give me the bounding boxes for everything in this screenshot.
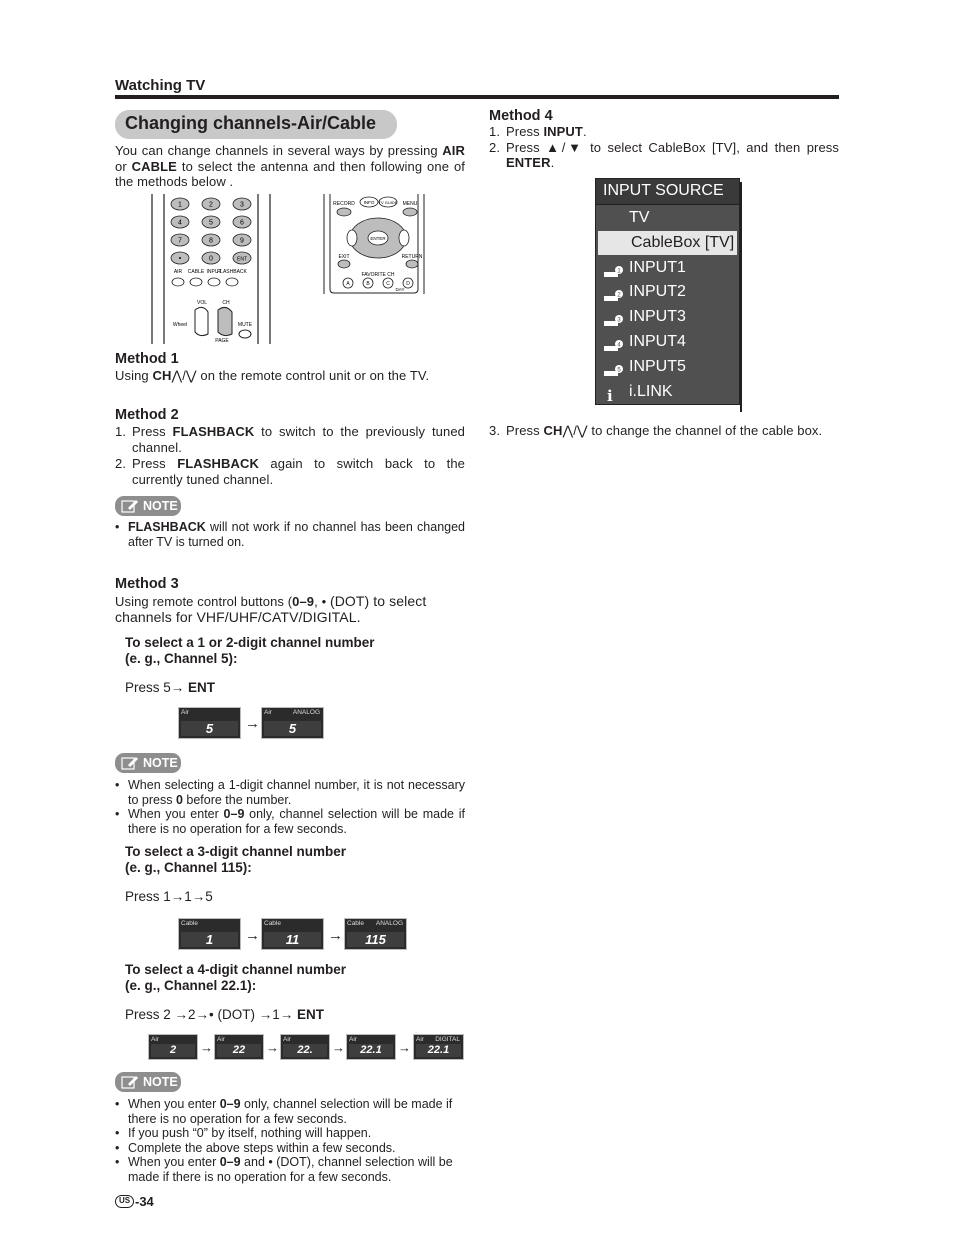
menu-item-label: INPUT1 <box>629 258 686 276</box>
remote-button <box>226 278 238 286</box>
intro-text: You can change channels in several ways by pressing AIR or CABLE to select the antenna and then following one of the methods below . <box>115 143 465 189</box>
remote-nav-svg <box>322 194 426 294</box>
svg-text:i: i <box>607 387 613 402</box>
remote-button-label: CABLE <box>187 269 205 275</box>
example3-press: Press 2 →2→• (DOT) →1→ ENT <box>125 1007 324 1022</box>
menu-label: MENU <box>402 201 418 207</box>
menu-item-label: INPUT5 <box>629 357 686 375</box>
channel-display: Cable 1 <box>178 918 241 950</box>
header-rule <box>115 95 839 99</box>
input-3-icon <box>604 311 624 323</box>
menu-item-input5[interactable] <box>596 355 739 379</box>
favorite-key-label: B <box>366 281 370 287</box>
record-label: RECORD <box>333 201 355 207</box>
method2-steps <box>115 424 465 487</box>
input-5-icon <box>604 361 624 373</box>
method1-heading: Method 1 <box>115 351 179 367</box>
favorite-key-label: C <box>386 281 390 287</box>
remote-button-label: AIR <box>173 269 183 275</box>
region-badge: US <box>115 1195 134 1208</box>
arrow-icon: → <box>398 1040 411 1055</box>
right-button <box>399 230 409 246</box>
menu-item-label: INPUT2 <box>629 283 686 301</box>
method4-steps <box>489 124 839 171</box>
example2-title: To select a 3-digit channel number (e. g., Channel 115): <box>125 844 347 875</box>
menu-item-label: INPUT4 <box>629 333 686 350</box>
mute-button <box>239 330 251 338</box>
ilink-icon <box>604 386 624 402</box>
wheel-label: Wheel <box>172 322 188 328</box>
remote-button-label: FLASHBACK <box>217 269 247 275</box>
channel-display: Air 22. <box>280 1034 330 1060</box>
menu-item-label: i.LINK <box>629 382 673 400</box>
channel-display: Cable ANALOG 115 <box>344 918 407 950</box>
info-label: INFO <box>363 200 375 205</box>
note-item: • When selecting a 1-digit channel number, it is not necessary to press 0 before the number. <box>115 778 465 807</box>
method2-step: 1. Press FLASHBACK to switch to the previously tuned channel. <box>115 424 465 455</box>
arrow-icon: → <box>266 1040 279 1055</box>
arrow-icon: → <box>200 1040 213 1055</box>
note-item: • FLASHBACK will not work if no channel has been changed after TV is turned on. <box>115 520 465 549</box>
arrow-icon: → <box>245 715 260 732</box>
input-1-icon <box>604 262 624 274</box>
method1-text: Using CH⋀/⋁ on the remote control unit or on the TV. <box>115 368 430 383</box>
svg-text:4: 4 <box>617 342 621 349</box>
channel-display: Cable 11 <box>261 918 324 950</box>
arrow-icon: → <box>332 1040 345 1055</box>
page-number: -34 <box>135 1194 154 1209</box>
method4-step: 2. Press ▲/▼ to select CableBox [TV], and then press ENTER. <box>489 139 839 170</box>
remote-key-label: • <box>178 255 182 263</box>
menu-item-label: CableBox [TV] <box>631 233 735 251</box>
svg-text:2: 2 <box>617 292 621 299</box>
example2-press: Press 1→1→5 <box>125 889 213 904</box>
remote-button <box>190 278 202 286</box>
page-title: Changing channels-Air/Cable <box>125 113 377 133</box>
remote-key-label: 1 <box>178 201 182 209</box>
remote-key-label: 8 <box>209 237 213 245</box>
return-button <box>406 260 418 268</box>
return-label: RETURN <box>401 254 423 260</box>
remote-key-label: ENT <box>237 256 247 263</box>
channel-display: Air 5 <box>178 707 241 739</box>
method3-intro: Using remote control buttons (0–9, • (DOT) to select channels for VHF/UHF/CATV/DIGITAL. <box>115 593 427 625</box>
example1-press: Press 5→ ENT <box>125 680 216 695</box>
method3-notes-1 <box>115 778 465 836</box>
pencil-icon <box>121 498 139 514</box>
note-badge: NOTE <box>115 496 181 516</box>
method4-step3 <box>489 423 839 439</box>
menu-item-input1[interactable] <box>596 256 739 280</box>
pencil-icon <box>121 1074 139 1090</box>
menu-item-input4[interactable] <box>596 330 739 354</box>
remote-key-label: 0 <box>209 255 213 263</box>
menu-item-cablebox-tv[interactable] <box>598 231 737 255</box>
menu-item-input2[interactable] <box>596 280 739 304</box>
example1-title: To select a 1 or 2-digit channel number (e. g., Channel 5): <box>125 635 375 666</box>
method2-heading: Method 2 <box>115 407 179 423</box>
enter-label: ENTER <box>370 236 386 241</box>
remote-key-label: 5 <box>209 219 213 227</box>
menu-edge <box>740 182 742 412</box>
method4-step: 3. Press CH⋀/⋁ to change the channel of the cable box. <box>489 423 823 438</box>
remote-button-label: INPUT <box>206 269 222 275</box>
input-2-icon <box>604 286 624 298</box>
left-button <box>347 230 357 246</box>
method2-notes <box>115 520 465 549</box>
note-item: • When you enter 0–9 only, channel selection will be made if there is no operation for a few seconds. <box>115 1097 467 1126</box>
channel-rocker <box>218 307 232 335</box>
channel-display: Air 22.1 <box>346 1034 396 1060</box>
svg-text:5: 5 <box>617 367 621 374</box>
remote-keypad-svg <box>148 194 274 344</box>
menu-item-tv[interactable] <box>596 206 739 230</box>
page-label: PAGE <box>215 338 229 344</box>
menu-title: INPUT SOURCE <box>596 179 739 205</box>
exit-label: EXIT <box>338 254 350 260</box>
svg-text:3: 3 <box>617 317 621 324</box>
method3-notes-2 <box>115 1097 467 1184</box>
pencil-icon <box>121 755 139 771</box>
vol-label: VOL <box>196 300 208 306</box>
tvguide-label: TV GUIDE <box>378 200 398 205</box>
note-item: • Complete the above steps within a few seconds. <box>115 1141 467 1156</box>
mute-label: MUTE <box>237 322 253 328</box>
remote-navigation-illustration <box>322 194 426 294</box>
note-item: • When you enter 0–9 only, channel selection will be made if there is no operation for a few seconds. <box>115 807 465 836</box>
arrow-icon: → <box>328 927 343 944</box>
example3-title: To select a 4-digit channel number (e. g., Channel 22.1): <box>125 962 347 993</box>
remote-keypad-illustration <box>148 194 274 344</box>
note-badge: NOTE <box>115 753 181 773</box>
input-source-menu <box>595 178 740 405</box>
exit-button <box>338 260 350 268</box>
channel-display: Air 2 <box>148 1034 198 1060</box>
arrow-icon: → <box>245 927 260 944</box>
remote-button <box>172 278 184 286</box>
menu-item-i-link[interactable] <box>596 380 739 404</box>
remote-key-label: 6 <box>240 219 244 227</box>
input-4-icon <box>604 336 624 348</box>
channel-display: Air DIGITAL 22.1 <box>413 1034 464 1060</box>
remote-key-label: 2 <box>209 201 213 209</box>
method4-step: 1. Press INPUT. <box>489 124 587 139</box>
favorite-label: FAVORITE CH <box>361 272 395 278</box>
favorite-key-label: A <box>346 281 350 287</box>
menu-item-label: INPUT3 <box>629 308 686 326</box>
remote-key-label: 4 <box>178 219 182 227</box>
favorite-key-label: D <box>406 281 410 287</box>
ch-label: CH <box>222 300 230 306</box>
note-item: • If you push “0” by itself, nothing will happen. <box>115 1126 467 1141</box>
section-header: Watching TV <box>115 77 206 94</box>
remote-key-label: 3 <box>240 201 244 209</box>
menu-item-label: TV <box>629 209 650 226</box>
channel-display: Air ANALOG 5 <box>261 707 324 739</box>
method3-heading: Method 3 <box>115 576 179 592</box>
title-pill <box>115 110 397 139</box>
note-item: • When you enter 0–9 and • (DOT), channel selection will be made if there is no operation for a few seconds. <box>115 1155 467 1184</box>
note-badge: NOTE <box>115 1072 181 1092</box>
record-button <box>337 208 351 216</box>
method4-heading: Method 4 <box>489 108 553 124</box>
remote-key-label: 9 <box>240 237 244 245</box>
volume-rocker <box>195 307 208 335</box>
method2-step: 2. Press FLASHBACK again to switch back to the currently tuned channel. <box>115 456 465 487</box>
remote-button <box>208 278 220 286</box>
svg-text:1: 1 <box>617 268 621 275</box>
day-label: DAY <box>395 287 405 292</box>
menu-button <box>403 208 417 216</box>
channel-display: Air 22 <box>214 1034 264 1060</box>
menu-item-input3[interactable] <box>596 305 739 329</box>
remote-key-label: 7 <box>178 237 182 245</box>
